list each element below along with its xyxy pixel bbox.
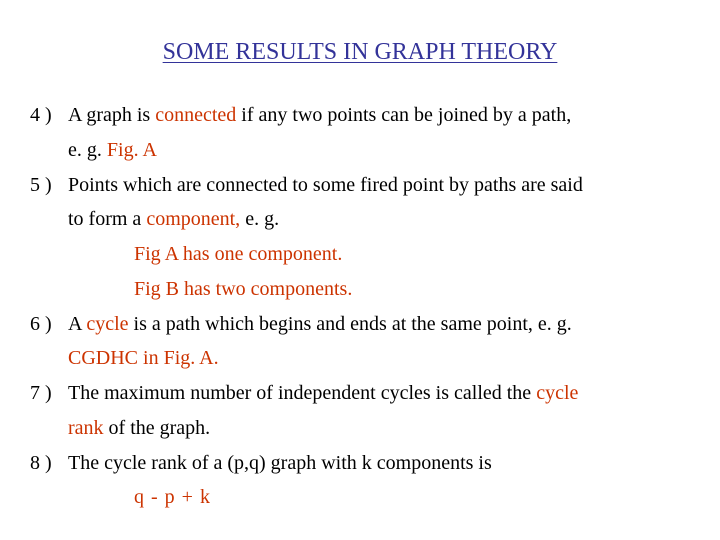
- item-text: e. g.: [240, 208, 280, 230]
- item-number: 4 ): [30, 104, 52, 126]
- item-text: of the graph.: [103, 417, 211, 439]
- item-5-line-2: [68, 206, 279, 232]
- item-number: 5 ): [30, 174, 52, 196]
- item-4-line-1: [30, 102, 571, 128]
- item-5-sub-1: Fig A has one component.: [134, 243, 343, 265]
- item-text: is a path which begins and ends at the same point, e. g.: [128, 313, 572, 335]
- item-text: to form a: [68, 208, 147, 230]
- title-text: SOME RESULTS IN GRAPH THEORY: [162, 39, 558, 65]
- term-cycle: cycle: [536, 382, 579, 404]
- item-number: 8 ): [30, 452, 52, 474]
- item-5-line-1: [30, 172, 583, 198]
- item-text: A graph is: [68, 104, 156, 126]
- item-6-line-2: [68, 345, 219, 371]
- item-number: 7 ): [30, 382, 52, 404]
- item-4-line-2: [68, 137, 157, 163]
- term-component: component,: [146, 208, 241, 230]
- item-text: e. g.: [68, 139, 107, 161]
- term-cycle: cycle: [86, 313, 129, 335]
- item-text: in Fig. A.: [138, 347, 219, 369]
- item-6-line-1: [30, 311, 572, 337]
- cycle-rank-formula: q - p + k: [134, 486, 211, 508]
- item-text: if any two points can be joined by a path,: [236, 104, 572, 126]
- term-fig-a: Fig. A: [106, 139, 157, 161]
- term-connected: connected: [155, 104, 237, 126]
- item-5-sub-2: Fig B has two components.: [134, 278, 353, 300]
- item-text: Points which are connected to some fired point by paths are said: [68, 174, 583, 196]
- item-8-line-1: [30, 450, 492, 476]
- item-text: The cycle rank of a (p,q) graph with k components is: [68, 452, 492, 474]
- item-number: 6 ): [30, 313, 52, 335]
- item-text: A: [68, 313, 87, 335]
- item-text: The maximum number of independent cycles is called the: [68, 382, 537, 404]
- page-title: [0, 36, 720, 68]
- term-cgdhc: CGDHC: [68, 347, 139, 369]
- item-7-line-2: [68, 415, 210, 441]
- term-rank: rank: [68, 417, 104, 439]
- item-7-line-1: [30, 380, 578, 406]
